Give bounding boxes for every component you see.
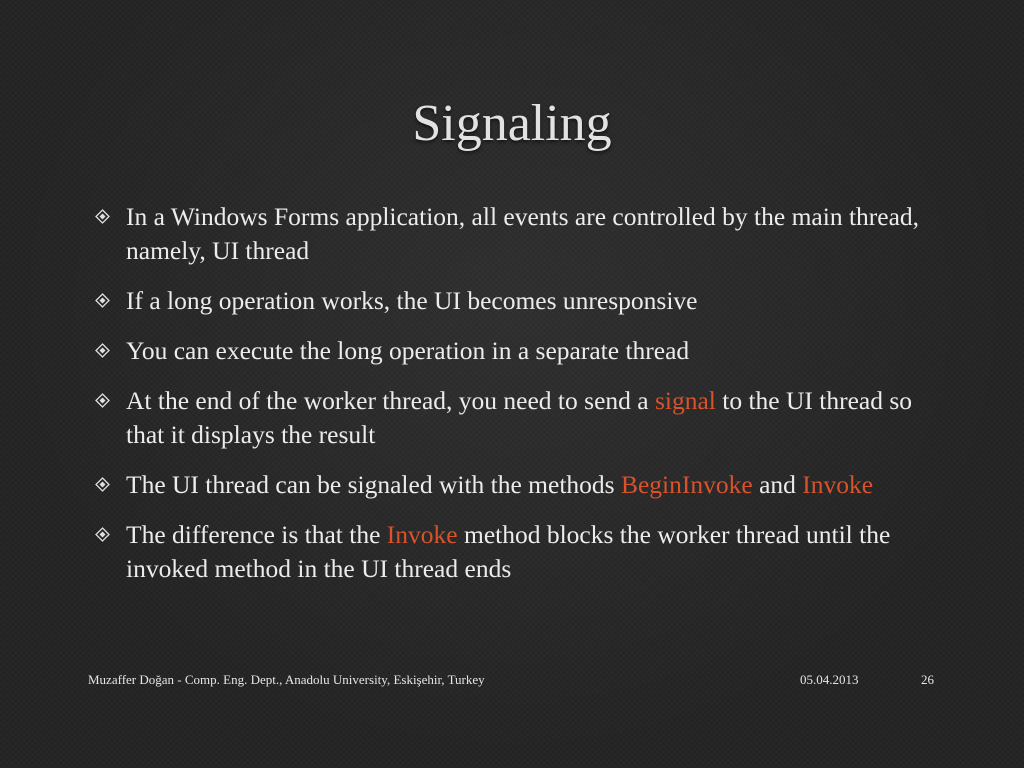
bullet-item — [90, 284, 930, 318]
highlight-term-invoke: Invoke — [802, 470, 874, 499]
highlight-term-invoke: Invoke — [386, 520, 458, 549]
diamond-bullet-icon — [95, 284, 115, 318]
diamond-bullet-icon — [95, 468, 115, 502]
bullet-text: The UI thread can be signaled with the methods — [126, 470, 621, 499]
bullet-text: method blocks the worker thread until the invoked method in the UI thread ends — [126, 520, 891, 583]
bullet-text: If a long operation works, the UI becomes unresponsive — [126, 286, 698, 315]
bullet-list — [90, 200, 930, 602]
diamond-bullet-icon — [95, 200, 115, 234]
bullet-item — [90, 334, 930, 368]
diamond-bullet-icon — [95, 384, 115, 418]
highlight-term-signal: signal — [654, 386, 716, 415]
highlight-term-begininvoke: BeginInvoke — [620, 470, 753, 499]
bullet-text: The difference is that the — [126, 520, 387, 549]
bullet-text: You can execute the long operation in a separate thread — [126, 336, 690, 365]
bullet-text: In a Windows Forms application, all events are controlled by the main thread, namely, UI thread — [126, 202, 920, 265]
bullet-text: to the UI thread so that it displays the result — [126, 386, 913, 449]
page-number: 26 — [921, 672, 934, 687]
bullet-text: At the end of the worker thread, you need to send a — [126, 386, 655, 415]
bullet-text: and — [752, 470, 803, 499]
footer-date: 05.04.2013 — [800, 672, 859, 687]
diamond-bullet-icon — [95, 518, 115, 552]
bullet-item — [90, 384, 930, 452]
diamond-bullet-icon — [95, 334, 115, 368]
bullet-item — [90, 468, 930, 502]
bullet-item — [90, 200, 930, 268]
footer-author: Muzaffer Doğan - Comp. Eng. Dept., Anadolu University, Eskişehir, Turkey — [88, 672, 485, 687]
bullet-item — [90, 518, 930, 586]
slide-title: Signaling — [412, 95, 612, 152]
